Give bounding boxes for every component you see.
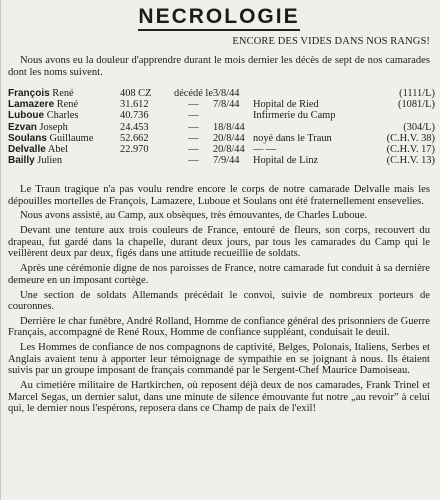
body-paragraph: Après une cérémonie digne de nos paroisses de France, notre camarade fut conduit à sa dernière demeure en un imposant cortège. <box>8 263 430 286</box>
article-title: NECROLOGIE <box>138 6 299 31</box>
title-block <box>8 6 430 38</box>
victim-row <box>8 110 435 121</box>
victim-place <box>253 122 365 133</box>
victim-firstname: René <box>56 99 79 111</box>
victim-separator: — <box>188 121 199 133</box>
victim-date: 7/8/44 <box>212 99 240 111</box>
victim-firstname: Guillaume <box>49 132 94 144</box>
victim-firstname: René <box>52 88 74 99</box>
victim-number: 408 CZ <box>120 88 152 99</box>
victim-surname: Luboue <box>8 110 45 122</box>
victim-reference: (304/L) <box>403 121 435 133</box>
victim-place: Hopital de Linz <box>252 155 319 167</box>
body-paragraph: Devant une tenture aux trois couleurs de France, entouré de fleurs, son corps, recouvert du drapeau, fut gardé dans la chapelle, durant deux jours, par tous les camarades du Camp qui le veillèrent deux par deux, figés dans une attitude recueillie de soldats. <box>8 225 430 260</box>
body-paragraph: Derrière le char funèbre, André Rolland, Homme de confiance général des prisonniers de Guerre Français, accompagné de René Roux, Homme de confiance suppléant, conduisait le deuil. <box>8 315 430 339</box>
victim-number: 31.612 <box>120 99 149 111</box>
victim-separator: — <box>188 99 199 111</box>
intro-paragraph <box>8 55 430 78</box>
victim-reference: (C.H.V. 13) <box>386 155 435 167</box>
victim-name <box>8 122 120 133</box>
victim-row <box>8 133 435 144</box>
body-paragraph: Le Traun tragique n'a pas voulu rendre encore le corps de notre camarade Delvalle mais les dépouilles mortelles de François, Lamazere, Luboue et Soulans ont été fraternellement ensevelies. <box>8 184 430 207</box>
victim-number: 24.453 <box>120 121 149 133</box>
victim-number <box>120 155 174 166</box>
victim-place <box>253 88 365 99</box>
victim-name <box>8 144 120 155</box>
victim-surname: Bailly <box>8 155 35 167</box>
victim-reference: (1081/L) <box>398 99 435 111</box>
victim-name <box>8 155 120 166</box>
victim-place: Infirmerie du Camp <box>252 110 336 122</box>
victim-number: 40.736 <box>120 110 149 122</box>
article-subtitle: ENCORE DES VIDES DANS NOS RANGS! <box>232 36 430 47</box>
victim-reference: (C.H.V. 17) <box>386 144 435 156</box>
victim-firstname: Charles <box>46 110 79 122</box>
victim-row <box>8 99 435 110</box>
article-body <box>8 184 430 418</box>
victim-surname: François <box>8 88 50 99</box>
victim-date: 3/8/44 <box>212 88 240 99</box>
victim-place: — — <box>252 144 277 156</box>
body-paragraph: Nous avons assisté, au Camp, aux obsèques, très émouvantes, de Charles Luboue. <box>20 210 368 222</box>
victim-surname: Lamazere <box>8 99 55 111</box>
victim-separator: décédé le <box>174 88 213 99</box>
victim-reference <box>365 110 435 121</box>
body-paragraph: Au cimetière militaire de Hartkirchen, où reposent déjà deux de nos camarades, Frank Trinel et Marcel Segas, un dernier salut, dans une minute de silence émouvante fut notre „au revoir” à celui qui, le dernier nous l'espérons, reposera dans ce Champ de paix de l'exil! <box>8 380 430 415</box>
intro-text: Nous avons eu la douleur d'apprendre durant le mois dernier les décès de sept de nos camarades dont les noms suivent. <box>8 55 430 78</box>
victims-table-body <box>8 88 435 166</box>
victim-surname: Soulans <box>8 132 47 144</box>
victim-firstname: Joseph <box>39 121 68 133</box>
victim-separator: — <box>188 144 199 156</box>
body-paragraph: Une section de soldats Allemands précédait le convoi, suivie de nombreux porteurs de couronnes. <box>8 289 430 313</box>
victim-name <box>8 133 120 144</box>
victim-row <box>8 155 435 166</box>
victim-separator: — <box>188 155 199 167</box>
victim-number: 22.970 <box>120 144 149 156</box>
victim-row <box>8 88 435 99</box>
victim-reference: (C.H.V. 38) <box>386 132 435 144</box>
victim-row <box>8 122 435 133</box>
victim-date: 20/8/44 <box>212 144 245 156</box>
victim-firstname: Julien <box>37 155 63 167</box>
victims-table <box>8 88 435 166</box>
victim-date: 7/9/44 <box>212 155 240 167</box>
victim-surname: Delvalle <box>8 144 46 156</box>
victim-surname: Ezvan <box>8 121 37 133</box>
victim-reference: (1111/L) <box>399 88 435 99</box>
victim-name <box>8 110 120 121</box>
victim-date: 18/8/44 <box>212 121 245 133</box>
victim-place: noyé dans le Traun <box>252 132 332 144</box>
body-paragraph: Les Hommes de confiance de nos compagnons de captivité, Belges, Polonais, Italiens, Serbes et Anglais avaient tenu à apporter leur témoignage de sympathie en se joignant à nous. Ils étaient suivis par un groupe imposant de français commandé par le Sergent-Chef Maurice Damoiseau. <box>8 342 430 377</box>
victim-place: Hopital de Ried <box>252 99 319 111</box>
victim-name <box>8 88 120 99</box>
victim-row <box>8 144 435 155</box>
victim-number: 52.662 <box>120 132 149 144</box>
victim-firstname: Abel <box>47 144 69 156</box>
victim-separator: — <box>188 132 199 144</box>
victim-date <box>213 110 253 121</box>
victim-separator: — <box>188 110 199 122</box>
victim-date: 20/8/44 <box>212 132 245 144</box>
victim-name <box>8 99 120 110</box>
